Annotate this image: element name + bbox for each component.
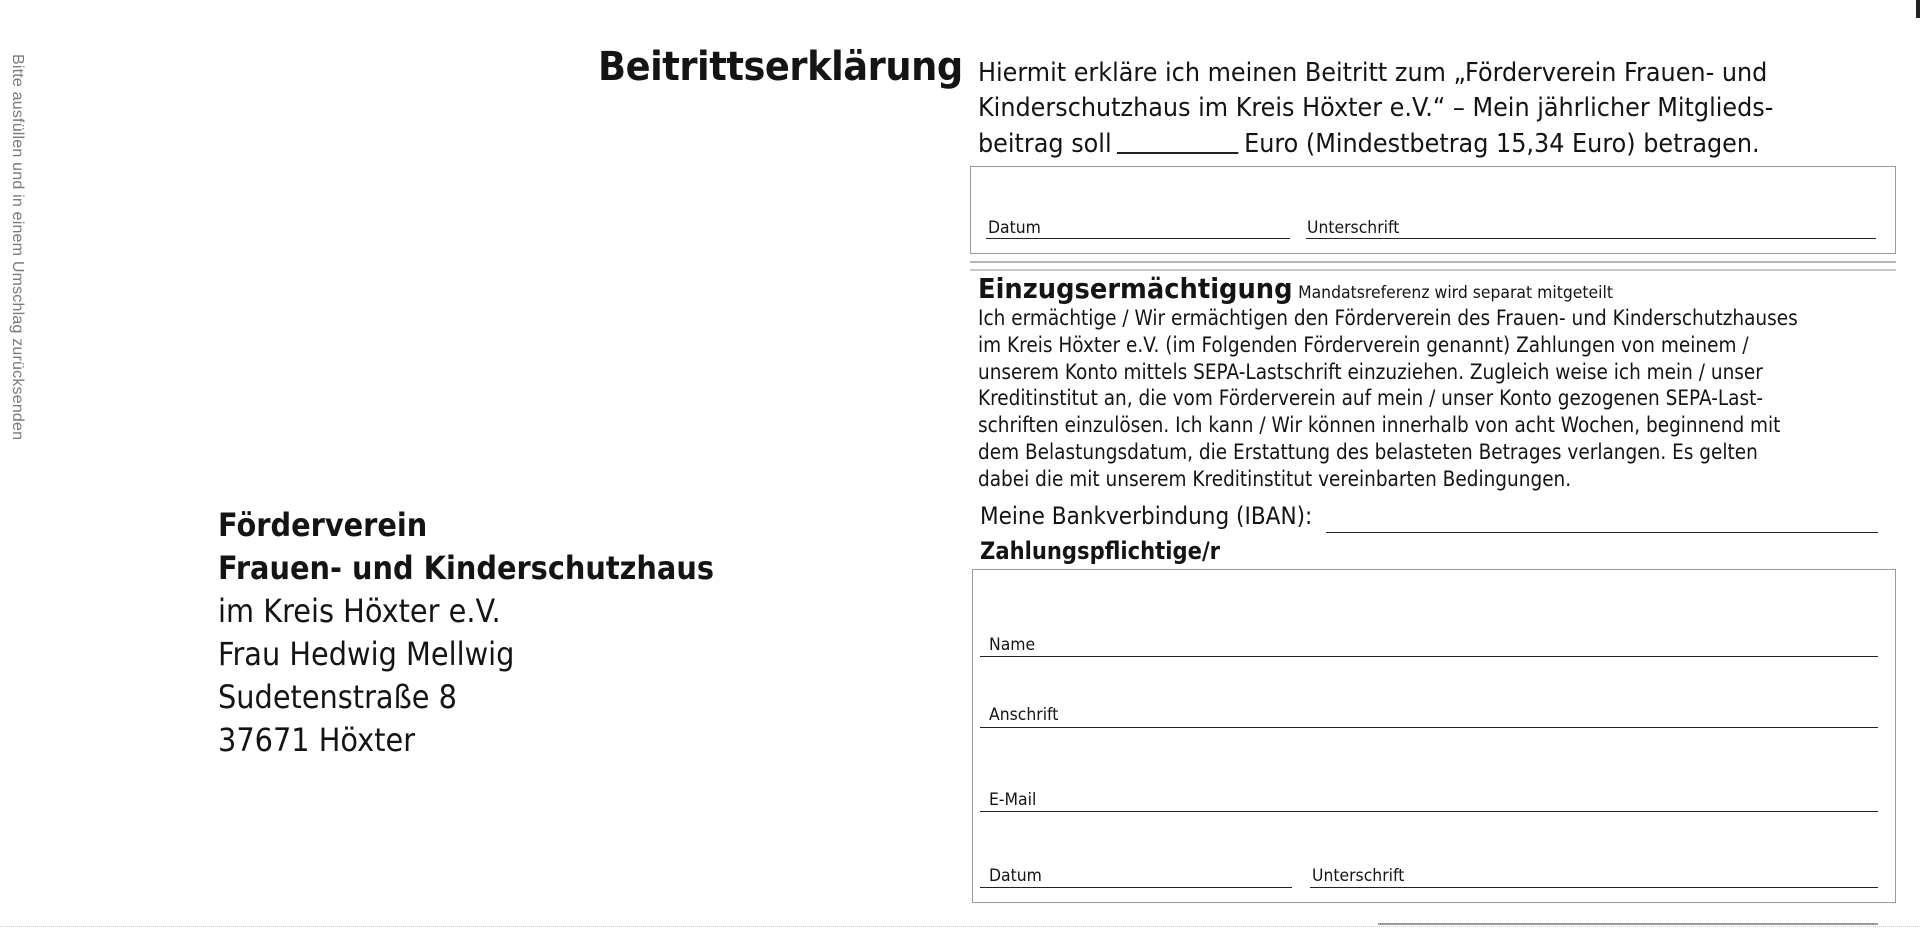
membership-date-field[interactable]	[986, 238, 1290, 239]
payer-signature-field[interactable]	[1310, 887, 1878, 888]
section-divider	[970, 261, 1896, 271]
payer-name-label: Name	[989, 635, 1036, 655]
address-line-organization: Förderverein	[218, 506, 428, 544]
recipient-address	[218, 504, 714, 762]
sepa-mandate-text	[978, 305, 1798, 493]
side-instruction-note: Bitte ausfüllen und in einem Umschlag zurücksenden	[9, 54, 26, 441]
payer-email-label: E-Mail	[989, 790, 1037, 810]
payer-address-label: Anschrift	[989, 705, 1059, 725]
sepa-text-line: unserem Konto mittels SEPA-Lastschrift einzuziehen. Zugleich weise ich mein / unser	[978, 359, 1763, 384]
payer-address-field[interactable]	[980, 727, 1878, 728]
fee-amount-field[interactable]	[1117, 126, 1238, 154]
declaration-line-3	[978, 126, 1843, 162]
sepa-text-line: schriften einzulösen. Ich kann / Wir können innerhalb von acht Wochen, beginnend mit	[978, 413, 1781, 438]
sepa-text-line: Kreditinstitut an, die vom Förderverein auf mein / unser Konto gezogenen SEPA-Last-	[978, 386, 1764, 411]
payer-details-box	[972, 569, 1896, 903]
declaration-line-1: Hiermit erkläre ich meinen Beitritt zum „Förderverein Frauen- und	[978, 58, 1768, 88]
address-line-region: im Kreis Höxter e.V.	[218, 592, 501, 630]
sepa-title: Einzugsermächtigung	[978, 272, 1293, 305]
sepa-text-line: im Kreis Höxter e.V. (im Folgenden Förderverein genannt) Zahlungen von meinem /	[978, 332, 1749, 357]
sepa-text-line: Ich ermächtige / Wir ermächtigen den Förderverein des Frauen- und Kinderschutzhauses	[978, 306, 1798, 330]
membership-declaration	[978, 56, 1843, 162]
sepa-heading	[978, 272, 1613, 305]
form-title: Beitrittserklärung	[598, 44, 963, 90]
declaration-fee-suffix: Euro (Mindestbetrag 15,34 Euro) betragen.	[1244, 129, 1760, 159]
payer-heading: Zahlungspflichtige/r	[980, 537, 1221, 565]
membership-signature-field[interactable]	[1306, 238, 1876, 239]
address-line-organization-2: Frauen- und Kinderschutzhaus	[218, 549, 715, 587]
scan-edge-mark	[1378, 923, 1878, 925]
sepa-text-line: dabei die mit unserem Kreditinstitut vereinbarten Bedingungen.	[978, 466, 1572, 491]
address-line-contact: Frau Hedwig Mellwig	[218, 635, 515, 673]
page-cut-edge	[0, 926, 1920, 927]
payer-date-field[interactable]	[980, 887, 1292, 888]
declaration-line-2: Kinderschutzhaus im Kreis Höxter e.V.“ – Mein jährlicher Mitglieds-	[978, 93, 1774, 123]
corner-crop-mark	[1916, 0, 1920, 18]
address-line-city: 37671 Höxter	[218, 721, 416, 759]
payer-date-label: Datum	[989, 866, 1042, 886]
payer-signature-label: Unterschrift	[1312, 866, 1405, 886]
iban-field[interactable]	[1326, 532, 1878, 533]
sepa-mandate-note: Mandatsreferenz wird separat mitgeteilt	[1298, 283, 1613, 303]
iban-label: Meine Bankverbindung (IBAN):	[980, 502, 1313, 530]
payer-name-field[interactable]	[980, 656, 1878, 657]
declaration-fee-prefix: beitrag soll	[978, 129, 1112, 159]
membership-signature-box	[970, 166, 1896, 254]
membership-signature-label: Unterschrift	[1307, 218, 1400, 238]
sepa-text-line: dem Belastungsdatum, die Erstattung des belasteten Betrages verlangen. Es gelten	[978, 439, 1758, 464]
address-line-street: Sudetenstraße 8	[218, 678, 457, 716]
payer-email-field[interactable]	[980, 811, 1878, 812]
membership-date-label: Datum	[988, 218, 1041, 238]
